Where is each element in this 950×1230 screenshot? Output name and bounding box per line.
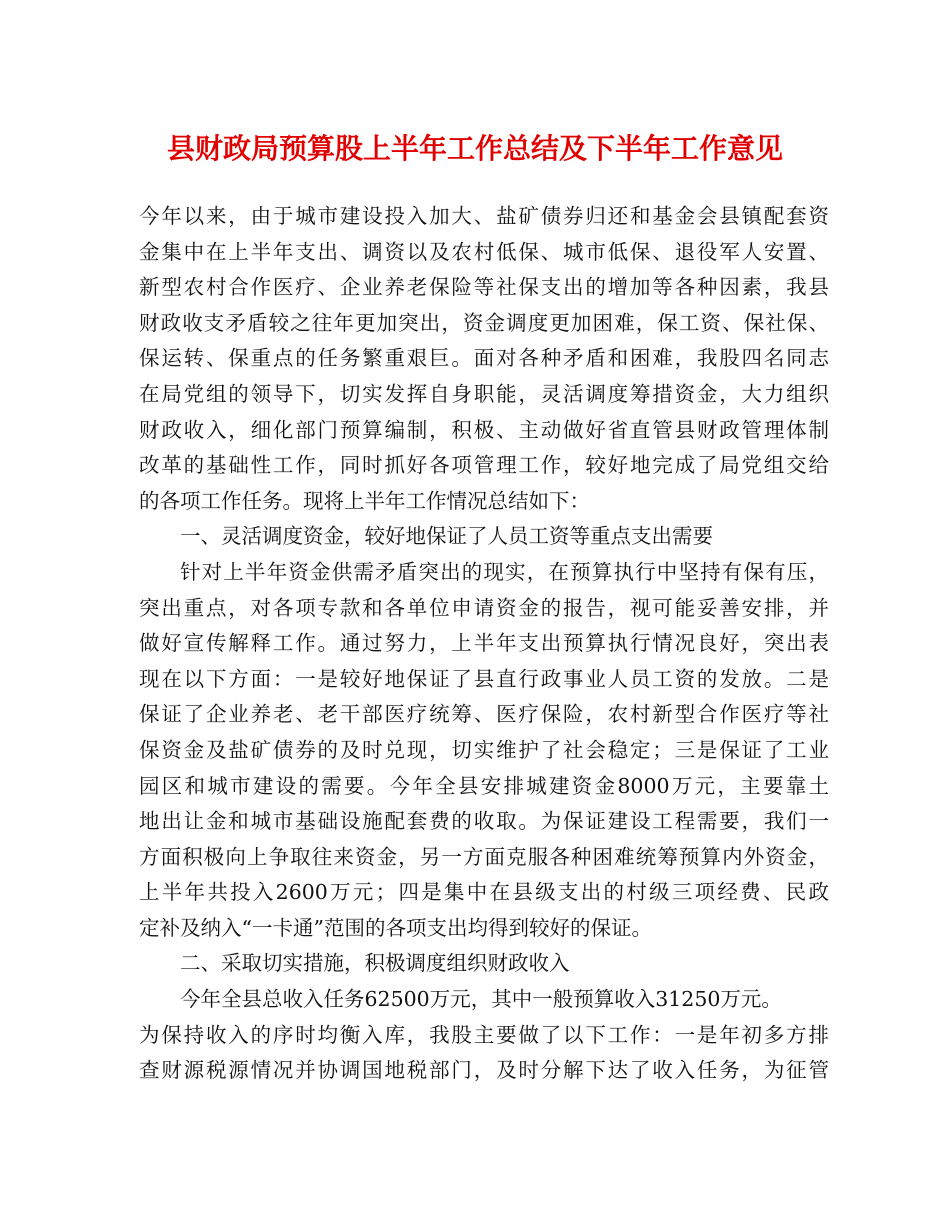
paragraph-line: 保运转、保重点的任务繁重艰巨。面对各种矛盾和困难，我股四名同志: [139, 346, 829, 371]
paragraph-line: 做好宣传解释工作。通过努力，上半年支出预算执行情况良好，突出表: [139, 631, 829, 656]
document-body: [139, 199, 829, 1089]
paragraph-line: 改革的基础性工作，同时抓好各项管理工作，较好地完成了局党组交给: [139, 453, 829, 478]
paragraph-line: 今年以来，由于城市建设投入加大、盐矿债券归还和基金会县镇配套资: [139, 204, 829, 228]
paragraph-line: 的各项工作任务。现将上半年工作情况总结如下：: [139, 488, 590, 513]
paragraph-line: 园区和城市建设的需要。今年全县安排城建资金8000万元，主要靠土: [139, 773, 829, 798]
paragraph-line: 金集中在上半年支出、调资以及农村低保、城市低保、退役军人安置、: [139, 239, 829, 264]
paragraph-line: 为保持收入的序时均衡入库，我股主要做了以下工作：一是年初多方排: [139, 1022, 829, 1047]
paragraph-line: 针对上半年资金供需矛盾突出的现实，在预算执行中坚持有保有压，: [180, 559, 829, 584]
paragraph-line: 在局党组的领导下，切实发挥自身职能，灵活调度筹措资金，大力组织: [139, 381, 829, 406]
paragraph-line: 上半年共投入2600万元；四是集中在县级支出的村级三项经费、民政: [139, 880, 829, 905]
paragraph-line: 地出让金和城市基础设施配套费的收取。为保证建设工程需要，我们一: [139, 809, 829, 834]
paragraph-line: 查财源税源情况并协调国地税部门，及时分解下达了收入任务，为征管: [139, 1058, 829, 1083]
paragraph-line: 新型农村合作医疗、企业养老保险等社保支出的增加等各种因素，我县: [139, 275, 829, 300]
paragraph-line: 财政收支矛盾较之往年更加突出，资金调度更加困难，保工资、保社保、: [139, 310, 829, 335]
document-title: 县财政局预算股上半年工作总结及下半年工作意见: [166, 132, 783, 165]
paragraph-line: 方面积极向上争取往来资金，另一方面克服各种困难统筹预算内外资金，: [139, 844, 829, 869]
paragraph-line: 今年全县总收入任务62500万元，其中一般预算收入31250万元。: [180, 987, 782, 1012]
paragraph-line: 保证了企业养老、老干部医疗统筹、医疗保险，农村新型合作医疗等社: [139, 702, 829, 727]
paragraph-line: 财政收入，细化部门预算编制，积极、主动做好省直管县财政管理体制: [139, 417, 829, 442]
paragraph-line: 突出重点，对各项专款和各单位申请资金的报告，视可能妥善安排，并: [139, 595, 829, 620]
section-heading: 二、采取切实措施，积极调度组织财政收入: [180, 951, 570, 976]
section-heading: 一、灵活调度资金，较好地保证了人员工资等重点支出需要: [180, 524, 713, 549]
paragraph-line: 保资金及盐矿债券的及时兑现，切实维护了社会稳定；三是保证了工业: [139, 737, 829, 762]
paragraph-line: 现在以下方面：一是较好地保证了县直行政事业人员工资的发放。二是: [139, 666, 829, 691]
paragraph-line: 定补及纳入“一卡通”范围的各项支出均得到较好的保证。: [139, 915, 652, 940]
